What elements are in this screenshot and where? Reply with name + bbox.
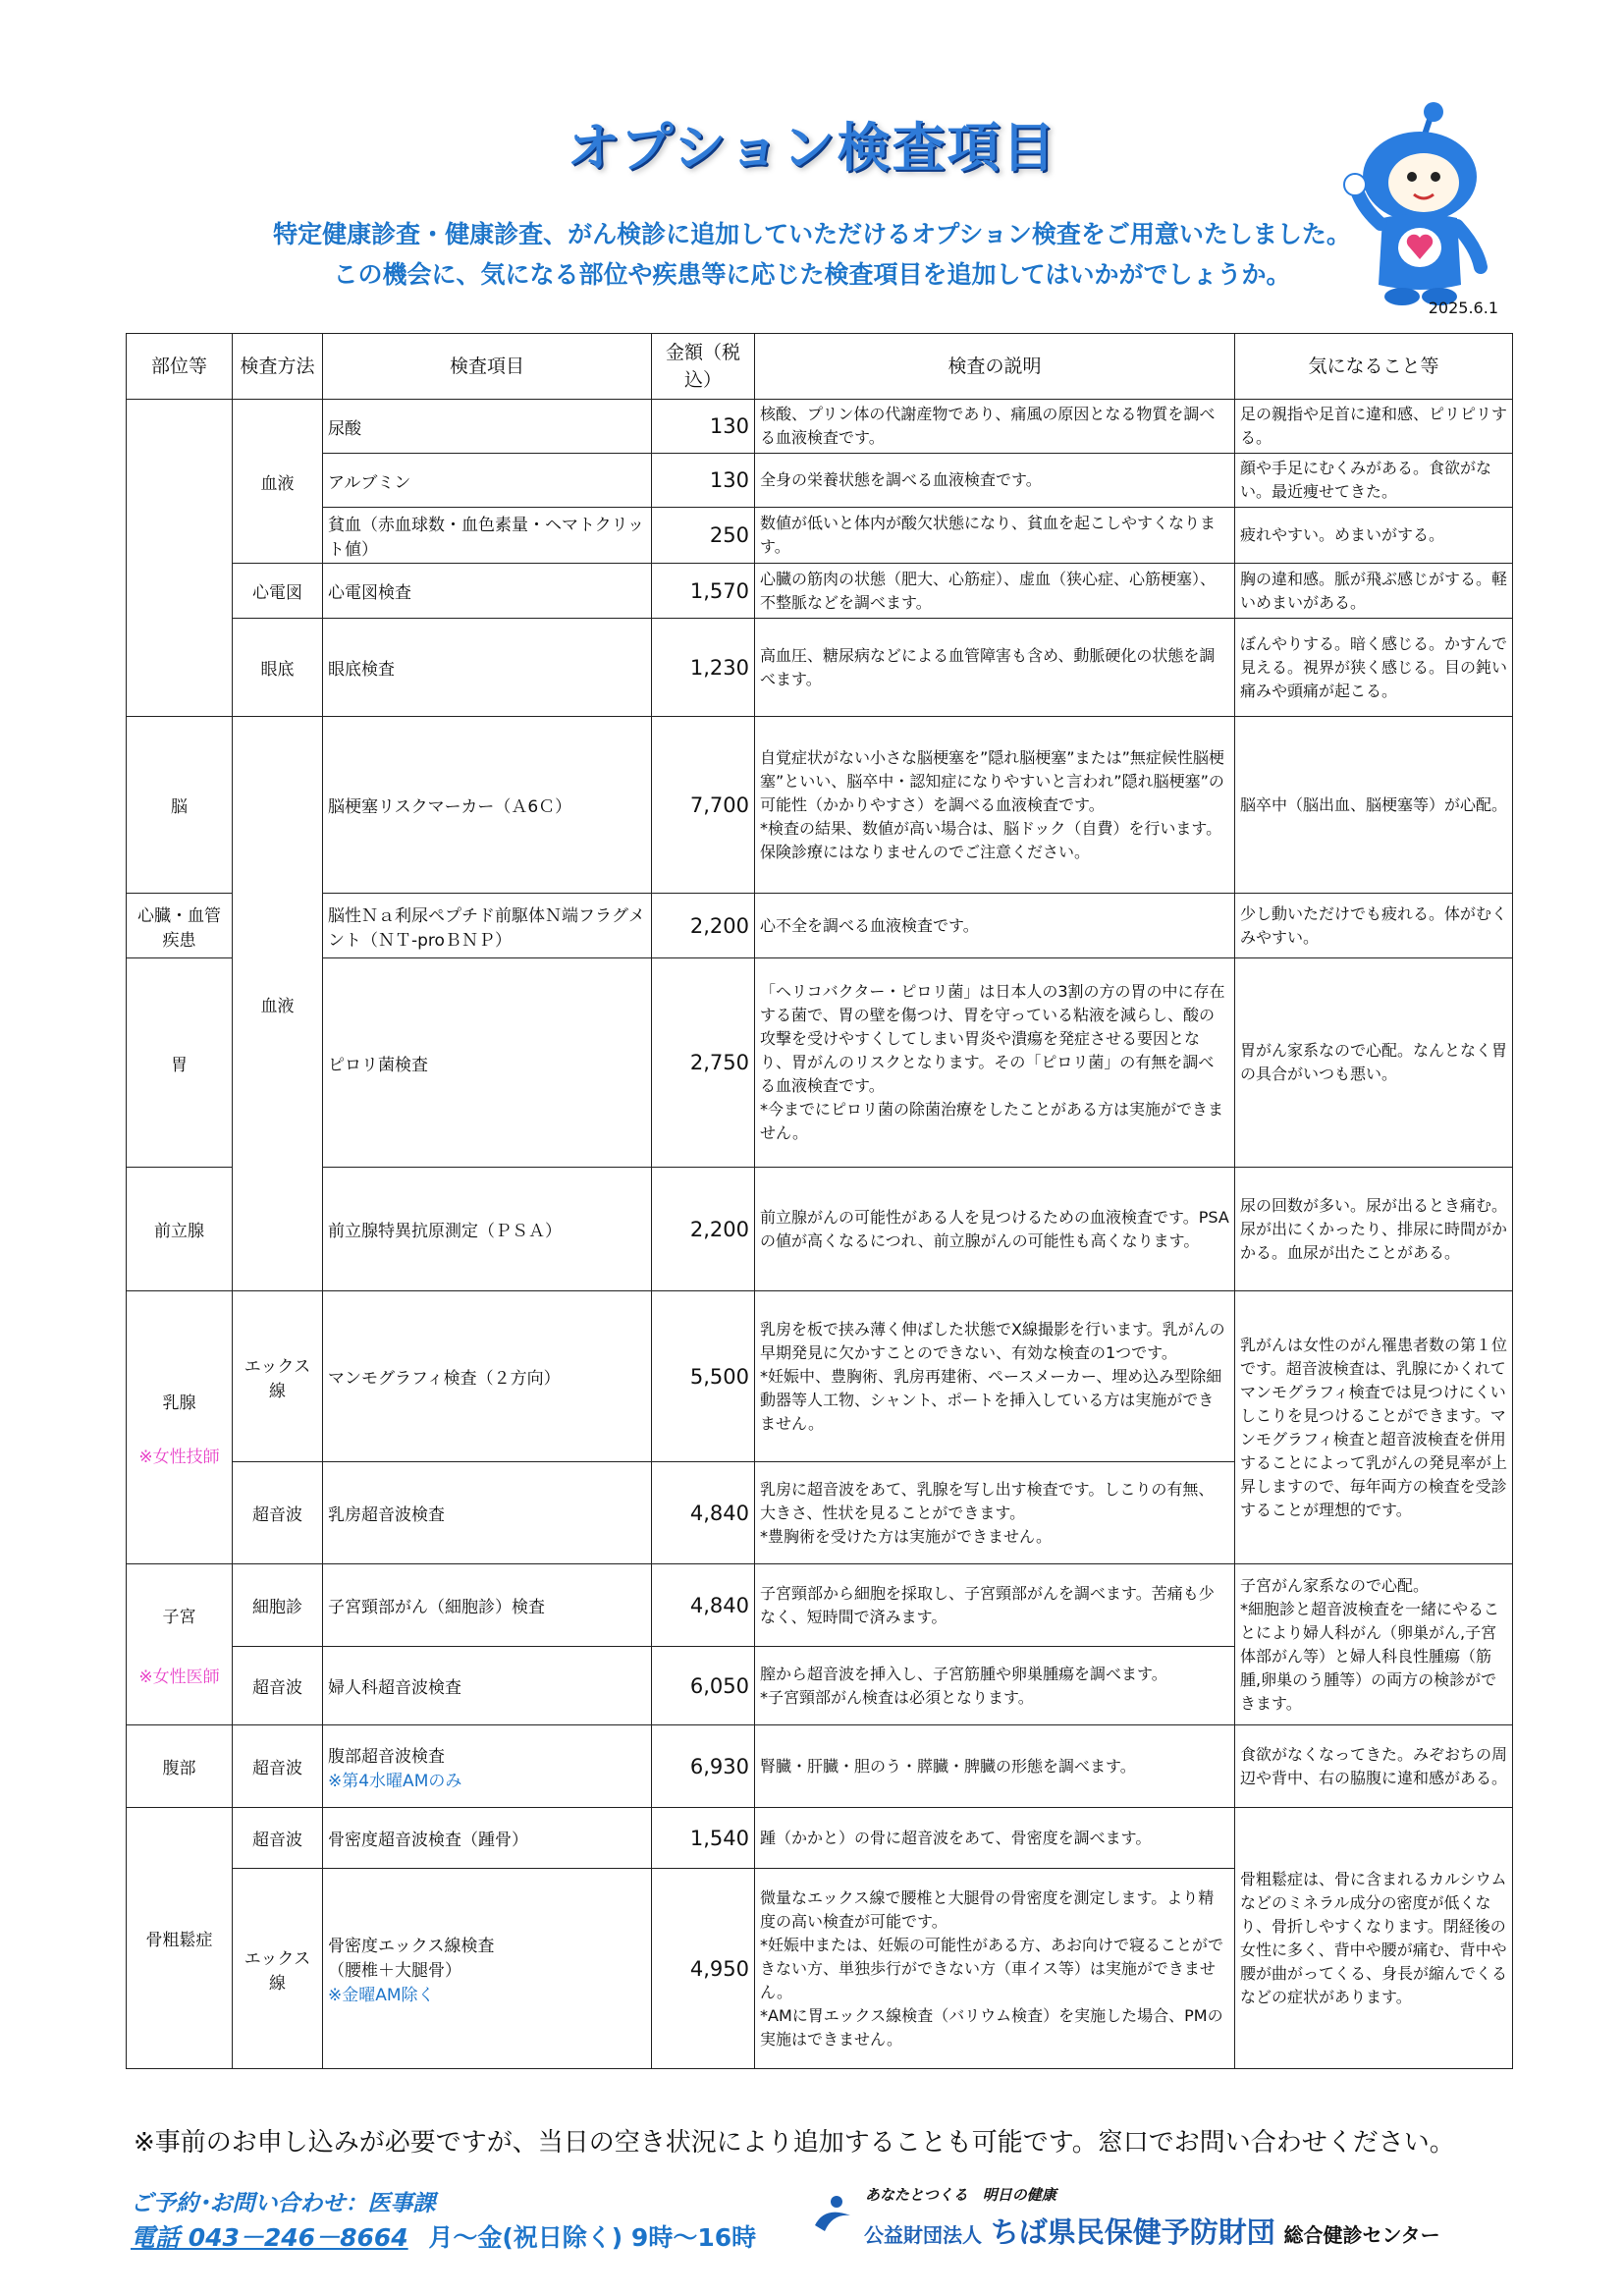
concern-cell: 胃がん家系なので心配。なんとなく胃の具合がいつも悪い。 — [1235, 958, 1513, 1168]
table-row-fundus — [127, 619, 1513, 717]
item-cell: 眼底検査 — [323, 619, 652, 717]
contact-heading: ご予約･お問い合わせ：医事課 — [131, 2191, 436, 2216]
concern-cell: 疲れやすい。めまいがする。 — [1235, 508, 1513, 564]
part-cell — [127, 1564, 233, 1725]
price-cell: 130 — [652, 400, 755, 454]
method-cell: 超音波 — [233, 1462, 323, 1564]
issue-date: 2025.6.1 — [1428, 299, 1498, 317]
item-cell: 脳梗塞リスクマーカー（Ａ6Ｃ） — [323, 717, 652, 894]
intro-line-1: 特定健康診査・健康診査、がん検診に追加していただけるオプション検査をご用意いたしました。 — [273, 220, 1351, 248]
description-cell: 乳房に超音波をあて、乳腺を写し出す検査です。しこりの有無、大きさ、性状を見ることができます。 *豊胸術を受けた方は実施ができません。 — [755, 1462, 1235, 1564]
org-suffix: 総合健診センター — [1283, 2223, 1440, 2247]
description-cell: 自覚症状がない小さな脳梗塞を”隠れ脳梗塞”または”無症候性脳梗塞”といい、脳卒中・認知症になりやすいと言われ”隠れ脳梗塞”の可能性（かかりやすさ）を調べる血液検査です。 *検査の結果、数値が高い場合は、脳ドック（自費）を行います。保険診療にはなりませんのでご注意ください。 — [755, 717, 1235, 894]
part-note: ※女性医師 — [138, 1667, 220, 1687]
description-cell: 微量なエックス線で腰椎と大腿骨の骨密度を測定します。より精度の高い検査が可能です。 *妊娠中または、妊娠の可能性がある方、あお向けで寝ることができない方、単独歩行ができない方（車イス等）は実施ができません。 *AMに胃エックス線検査（バリウム検査）を実施した場合、PMの実施はできません。 — [755, 1869, 1235, 2069]
option-exam-table — [126, 333, 1513, 2069]
header-description: 検査の説明 — [755, 334, 1235, 400]
concern-cell: 乳がんは女性のがん罹患者数の第１位です。超音波検査は、乳腺にかくれてマンモグラフィ検査では見つけにくいしこりを見つけることができます。マンモグラフィ検査と超音波検査を併用することによって乳がんの発見率が上昇しますので、毎年両方の検査を受診することが理想的です。 — [1235, 1291, 1513, 1564]
item-sub: （腰椎＋大腿骨） — [328, 1961, 461, 1981]
intro-line-2: この機会に、気になる部位や疾患等に応じた検査項目を追加してはいかがでしょうか。 — [333, 260, 1291, 289]
price-cell: 250 — [652, 508, 755, 564]
item-cell: 骨密度超音波検査（踵骨） — [323, 1808, 652, 1869]
table-row-ecg — [127, 564, 1513, 619]
concern-cell: 骨粗鬆症は、骨に含まれるカルシウムなどのミネラル成分の密度が低くなり、骨折しやすくなります。閉経後の女性に多く、背中や腰が痛む、背中や腰が曲がってくる、身長が縮んでくるなどの症状があります。 — [1235, 1808, 1513, 2069]
price-cell: 4,950 — [652, 1869, 755, 2069]
business-hours: 月～金(祝日除く) 9時～16時 — [428, 2223, 757, 2252]
concern-cell: 脳卒中（脳出血、脳梗塞等）が心配。 — [1235, 717, 1513, 894]
method-cell: 超音波 — [233, 1647, 323, 1725]
concern-cell: 食欲がなくなってきた。みぞおちの周辺や背中、右の脇腹に違和感がある。 — [1235, 1725, 1513, 1808]
description-cell: 乳房を板で挟み薄く伸ばした状態でX線撮影を行います。乳がんの早期発見に欠かすことのできない、有効な検査の1つです。 *妊娠中、豊胸術、乳房再建術、ペースメーカー、埋め込み型除細動器等人工物、シャント、ポートを挿入している方は実施ができません。 — [755, 1291, 1235, 1462]
method-cell: 超音波 — [233, 1725, 323, 1808]
table-row-abdomen — [127, 1725, 1513, 1808]
concern-cell: ぼんやりする。暗く感じる。かすんで見える。視界が狭く感じる。目の鈍い痛みや頭痛が起こる。 — [1235, 619, 1513, 717]
item-cell: 婦人科超音波検査 — [323, 1647, 652, 1725]
table-row-heart — [127, 894, 1513, 958]
method-cell: 血液 — [233, 400, 323, 564]
description-cell: 膣から超音波を挿入し、子宮筋腫や卵巣腫瘍を調べます。 *子宮頸部がん検査は必須となります。 — [755, 1647, 1235, 1725]
table-row-stomach — [127, 958, 1513, 1168]
item-cell: 乳房超音波検査 — [323, 1462, 652, 1564]
description-cell: 子宮頸部から細胞を採取し、子宮頸部がんを調べます。苦痛も少なく、短時間で済みます。 — [755, 1564, 1235, 1647]
concern-cell: 尿の回数が多い。尿が出るとき痛む。尿が出にくかったり、排尿に時間がかかる。血尿が出たことがある。 — [1235, 1168, 1513, 1291]
price-cell: 2,200 — [652, 894, 755, 958]
org-tagline: あなたとつくる 明日の健康 — [865, 2186, 1056, 2204]
price-cell: 1,540 — [652, 1808, 755, 1869]
price-cell: 130 — [652, 454, 755, 508]
table-row-albumin — [127, 454, 1513, 508]
item-note: ※第4水曜AMのみ — [328, 1771, 462, 1791]
table-row-uric-acid — [127, 400, 1513, 454]
intro-text — [0, 214, 1624, 295]
item-cell: アルブミン — [323, 454, 652, 508]
item-cell: ピロリ菌検査 — [323, 958, 652, 1168]
table-row-cervix — [127, 1564, 1513, 1647]
description-cell: 数値が低いと体内が酸欠状態になり、貧血を起こしやすくなります。 — [755, 508, 1235, 564]
organization-logo-icon — [811, 2192, 854, 2235]
price-cell: 4,840 — [652, 1462, 755, 1564]
page-title: オプション検査項目 — [567, 117, 1057, 179]
concern-cell: 胸の違和感。脈が飛ぶ感じがする。軽いめまいがある。 — [1235, 564, 1513, 619]
table-row-mammography — [127, 1291, 1513, 1462]
item-cell: 子宮頸部がん（細胞診）検査 — [323, 1564, 652, 1647]
method-cell: 血液 — [233, 717, 323, 1291]
item-cell — [323, 1725, 652, 1808]
method-cell: 超音波 — [233, 1808, 323, 1869]
description-cell: 「ヘリコバクター・ピロリ菌」は日本人の3割の方の胃の中に存在する菌で、胃の壁を傷つけ、胃を守っている粘液を減らし、酸の攻撃を受けやすくしてしまい胃炎や潰瘍を発症させる要因となり、胃がんのリスクとなります。その「ピロリ菌」の有無を調べる血液検査です。 *今までにピロリ菌の除菌治療をしたことがある方は実施ができません。 — [755, 958, 1235, 1168]
concern-cell: 顔や手足にむくみがある。食欲がない。最近痩せてきた。 — [1235, 454, 1513, 508]
description-cell: 心不全を調べる血液検査です。 — [755, 894, 1235, 958]
part-cell: 骨粗鬆症 — [127, 1808, 233, 2069]
price-cell: 7,700 — [652, 717, 755, 894]
concern-cell: 少し動いただけでも疲れる。体がむくみやすい。 — [1235, 894, 1513, 958]
description-cell: 高血圧、糖尿病などによる血管障害も含め、動脈硬化の状態を調べます。 — [755, 619, 1235, 717]
table-row-prostate — [127, 1168, 1513, 1291]
item-note: ※金曜AM除く — [328, 1986, 435, 2005]
table-header-row — [127, 334, 1513, 400]
description-cell: 腎臓・肝臓・胆のう・膵臓・脾臓の形態を調べます。 — [755, 1725, 1235, 1808]
item-cell: 心電図検査 — [323, 564, 652, 619]
phone-number-link[interactable]: 電話 043－246－8664 — [131, 2223, 408, 2252]
price-cell: 6,930 — [652, 1725, 755, 1808]
item-cell: 貧血（赤血球数・血色素量・ヘマトクリット値） — [323, 508, 652, 564]
table-row-bone-ultrasound — [127, 1808, 1513, 1869]
description-cell: 心臓の筋肉の状態（肥大、心筋症）、虚血（狭心症、心筋梗塞）、不整脈などを調べます。 — [755, 564, 1235, 619]
concern-cell: 足の親指や足首に違和感、ピリピリする。 — [1235, 400, 1513, 454]
item-label: 腹部超音波検査 — [328, 1746, 445, 1767]
header-part: 部位等 — [127, 334, 233, 400]
org-prefix: 公益財団法人 — [864, 2223, 982, 2247]
price-cell: 5,500 — [652, 1291, 755, 1462]
item-cell: マンモグラフィ検査（２方向） — [323, 1291, 652, 1462]
table-row-brain — [127, 717, 1513, 894]
part-cell: 脳 — [127, 717, 233, 894]
description-cell: 踵（かかと）の骨に超音波をあて、骨密度を調べます。 — [755, 1808, 1235, 1869]
price-cell: 1,230 — [652, 619, 755, 717]
part-label: 乳腺 — [162, 1393, 196, 1413]
footnote: ※事前のお申し込みが必要ですが、当日の空き状況により追加することも可能です。窓口でお問い合わせください。 — [134, 2128, 1455, 2158]
price-cell: 2,200 — [652, 1168, 755, 1291]
header-method: 検査方法 — [233, 334, 323, 400]
org-main-name: ちば県民保健予防財団 — [990, 2215, 1275, 2249]
method-cell: 心電図 — [233, 564, 323, 619]
method-cell: 細胞診 — [233, 1564, 323, 1647]
header-price: 金額（税込） — [652, 334, 755, 400]
method-cell: エックス線 — [233, 1291, 323, 1462]
header-concern: 気になること等 — [1235, 334, 1513, 400]
part-label: 子宮 — [162, 1607, 196, 1627]
method-cell: エックス線 — [233, 1869, 323, 2069]
description-cell: 全身の栄養状態を調べる血液検査です。 — [755, 454, 1235, 508]
price-cell: 2,750 — [652, 958, 755, 1168]
part-cell: 前立腺 — [127, 1168, 233, 1291]
item-cell: 前立腺特異抗原測定（ＰＳＡ） — [323, 1168, 652, 1291]
part-cell: 心臓・血管疾患 — [127, 894, 233, 958]
method-cell: 眼底 — [233, 619, 323, 717]
contact-phone-line — [131, 2218, 756, 2254]
description-cell: 前立腺がんの可能性がある人を見つけるための血液検査です。PSAの値が高くなるにつれ、前立腺がんの可能性も高くなります。 — [755, 1168, 1235, 1291]
part-cell-general — [127, 400, 233, 717]
price-cell: 1,570 — [652, 564, 755, 619]
item-cell: 尿酸 — [323, 400, 652, 454]
part-cell — [127, 1291, 233, 1564]
part-note: ※女性技師 — [138, 1447, 220, 1467]
price-cell: 6,050 — [652, 1647, 755, 1725]
part-cell: 胃 — [127, 958, 233, 1168]
part-cell: 腹部 — [127, 1725, 233, 1808]
description-cell: 核酸、プリン体の代謝産物であり、痛風の原因となる物質を調べる血液検査です。 — [755, 400, 1235, 454]
org-name — [864, 2211, 1440, 2251]
table-row-anemia — [127, 508, 1513, 564]
item-cell: 脳性Ｎａ利尿ペプチド前駆体Ｎ端フラグメント（ＮＴ-proＢＮＰ） — [323, 894, 652, 958]
item-label: 骨密度エックス線検査 — [328, 1937, 495, 1956]
concern-cell: 子宮がん家系なので心配。 *細胞診と超音波検査を一緒にやることにより婦人科がん（卵巣がん,子宮体部がん等）と婦人科良性腫瘍（筋腫,卵巣のう腫等）の両方の検診ができます。 — [1235, 1564, 1513, 1725]
header-item: 検査項目 — [323, 334, 652, 400]
price-cell: 4,840 — [652, 1564, 755, 1647]
item-cell — [323, 1869, 652, 2069]
